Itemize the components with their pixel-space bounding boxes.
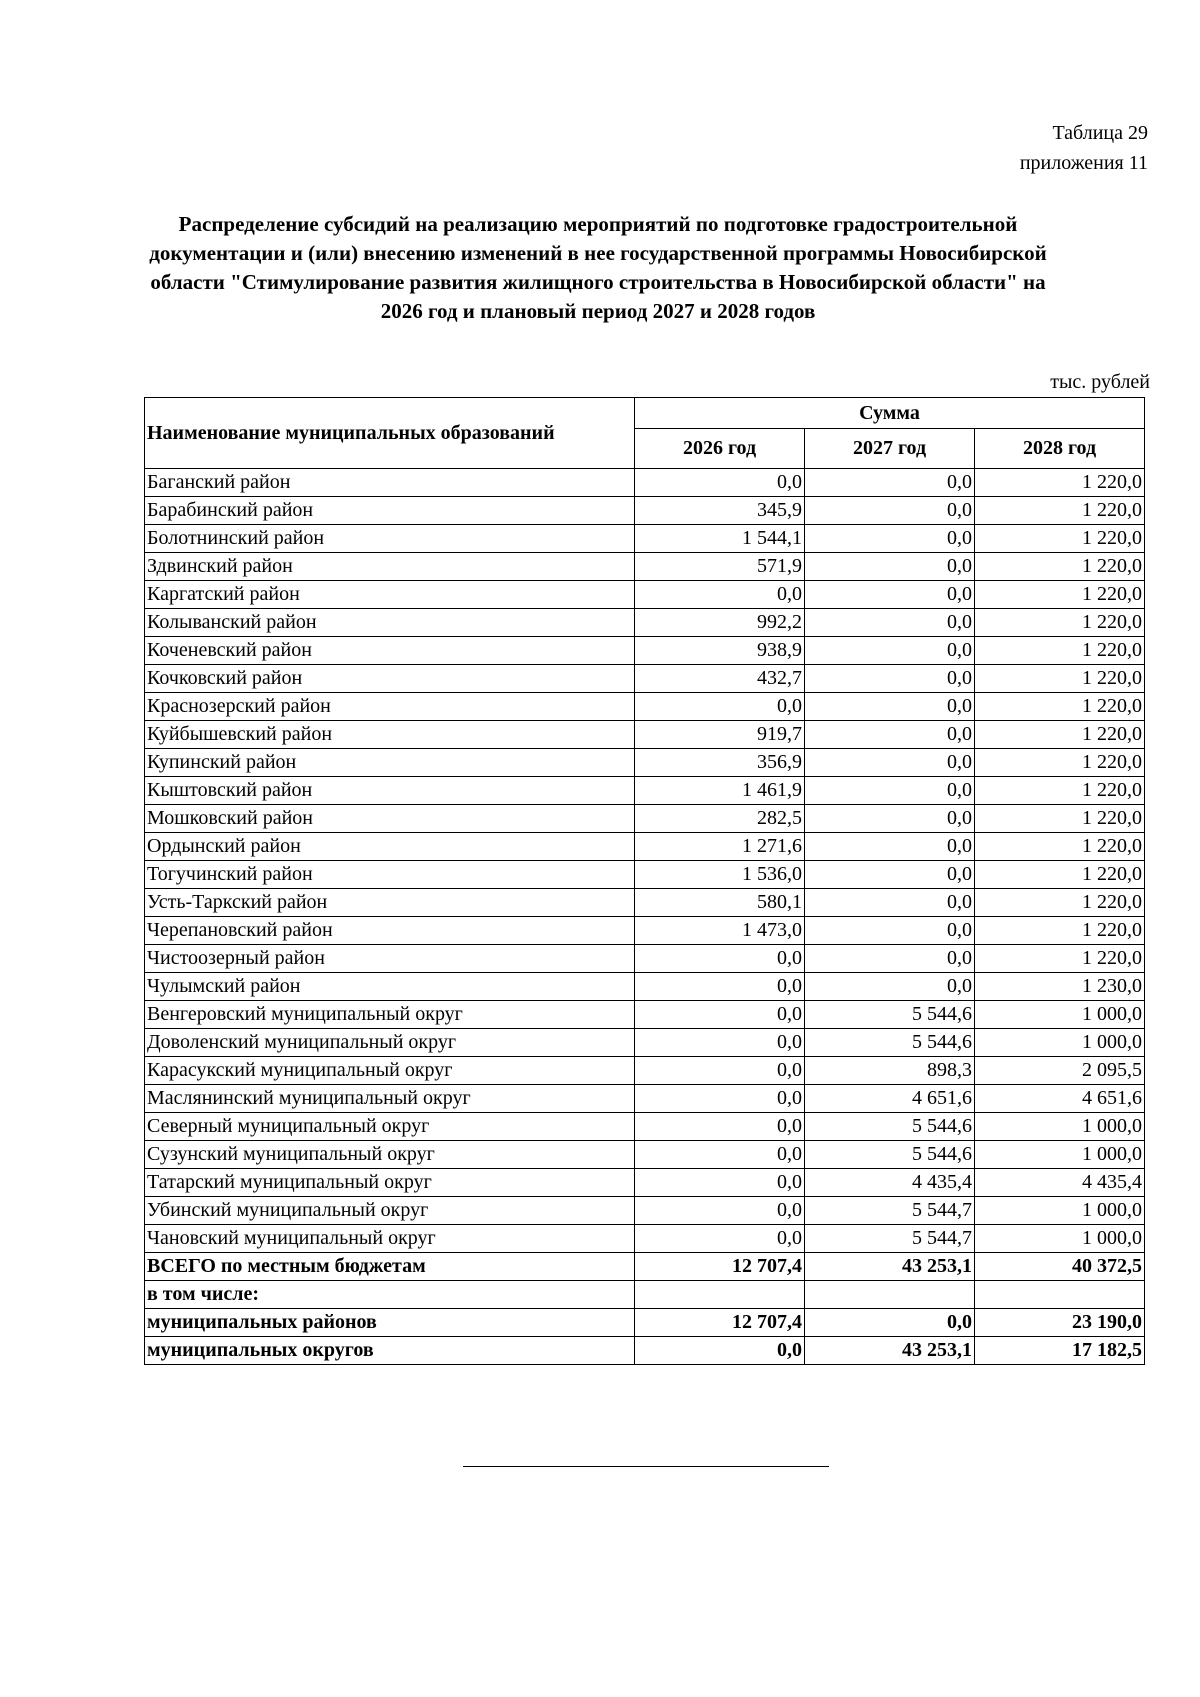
table-row: [145, 833, 1145, 861]
value-2026: 0,0: [635, 1141, 805, 1169]
value-2026: 1 544,1: [635, 525, 805, 553]
municipality-name: Краснозерский район: [145, 693, 635, 721]
document-title: Распределение субсидий на реализацию мероприятий по подготовке градостроительной документации и (или) внесению изменений в нее государственной программы Новосибирской области "Стимулирование развития жилищного строительства в Новосибирской области" на 2026 год и плановый период 2027 и 2028 годов: [149, 212, 1047, 323]
value-2028: 1 000,0: [975, 1197, 1145, 1225]
value-2026: 0,0: [635, 1057, 805, 1085]
value-2026: 0,0: [635, 973, 805, 1001]
value-2028: 1 220,0: [975, 805, 1145, 833]
table-row: [145, 1085, 1145, 1113]
value-2027: 0,0: [805, 973, 975, 1001]
value-2027: 0,0: [805, 889, 975, 917]
table-row: [145, 1029, 1145, 1057]
value-2027: 0,0: [805, 665, 975, 693]
units-label: тыс. рублей: [1050, 371, 1150, 393]
municipality-name: муниципальных округов: [145, 1337, 635, 1365]
table-row: [145, 1197, 1145, 1225]
value-2028: 1 000,0: [975, 1001, 1145, 1029]
municipality-name: Кочковский район: [145, 665, 635, 693]
table-row: [145, 1057, 1145, 1085]
value-2028: 1 220,0: [975, 553, 1145, 581]
value-2028: 1 220,0: [975, 861, 1145, 889]
table-row: [145, 749, 1145, 777]
table-row: [145, 497, 1145, 525]
municipality-name: Маслянинский муниципальный округ: [145, 1085, 635, 1113]
value-2028: 1 220,0: [975, 525, 1145, 553]
municipality-name: Усть-Таркский район: [145, 889, 635, 917]
header-year-2026: 2026 год: [635, 429, 805, 469]
subsidy-table: [144, 397, 1145, 1365]
value-2028: 1 000,0: [975, 1029, 1145, 1057]
table-row: [145, 693, 1145, 721]
table-row: [145, 665, 1145, 693]
table-row: [145, 777, 1145, 805]
table-row: [145, 637, 1145, 665]
value-2028: 1 230,0: [975, 973, 1145, 1001]
value-2027: 43 253,1: [805, 1337, 975, 1365]
value-2028: 1 220,0: [975, 721, 1145, 749]
value-2028: 1 220,0: [975, 917, 1145, 945]
table-row: [145, 945, 1145, 973]
municipality-name: Черепановский район: [145, 917, 635, 945]
municipality-name: Здвинский район: [145, 553, 635, 581]
value-2027: 0,0: [805, 637, 975, 665]
value-2027: 0,0: [805, 469, 975, 497]
value-2028: 4 651,6: [975, 1085, 1145, 1113]
value-2026: 432,7: [635, 665, 805, 693]
table-row: [145, 1001, 1145, 1029]
table-row: [145, 805, 1145, 833]
value-2026: 12 707,4: [635, 1253, 805, 1281]
table-row: [145, 973, 1145, 1001]
value-2028: 1 220,0: [975, 777, 1145, 805]
value-2026: 282,5: [635, 805, 805, 833]
table-row: [145, 1113, 1145, 1141]
value-2026: 0,0: [635, 1113, 805, 1141]
municipality-name: Карасукский муниципальный округ: [145, 1057, 635, 1085]
table-row: [145, 581, 1145, 609]
municipality-name: Колыванский район: [145, 609, 635, 637]
value-2028: 1 000,0: [975, 1113, 1145, 1141]
value-2028: 1 220,0: [975, 889, 1145, 917]
value-2026: 0,0: [635, 1225, 805, 1253]
value-2026: 1 271,6: [635, 833, 805, 861]
table-row: [145, 1169, 1145, 1197]
municipality-name: Чистоозерный район: [145, 945, 635, 973]
value-2027: 0,0: [805, 1309, 975, 1337]
municipality-name: Убинский муниципальный округ: [145, 1197, 635, 1225]
value-2027: 0,0: [805, 497, 975, 525]
value-2027: 0,0: [805, 525, 975, 553]
table-row: [145, 1141, 1145, 1169]
value-2027: 0,0: [805, 721, 975, 749]
municipality-name: Доволенский муниципальный округ: [145, 1029, 635, 1057]
value-2027: 0,0: [805, 917, 975, 945]
value-2026: 0,0: [635, 693, 805, 721]
value-2028: 17 182,5: [975, 1337, 1145, 1365]
value-2028: [975, 1281, 1145, 1309]
value-2028: 4 435,4: [975, 1169, 1145, 1197]
value-2026: 0,0: [635, 469, 805, 497]
value-2026: 12 707,4: [635, 1309, 805, 1337]
value-2027: [805, 1281, 975, 1309]
table-row: [145, 609, 1145, 637]
value-2027: 0,0: [805, 749, 975, 777]
table-row: [145, 861, 1145, 889]
value-2027: 5 544,6: [805, 1113, 975, 1141]
table-row: [145, 1225, 1145, 1253]
value-2028: 1 220,0: [975, 749, 1145, 777]
value-2028: 1 220,0: [975, 581, 1145, 609]
value-2027: 0,0: [805, 693, 975, 721]
value-2027: 0,0: [805, 945, 975, 973]
value-2027: 4 435,4: [805, 1169, 975, 1197]
table-row: [145, 1253, 1145, 1281]
value-2026: 992,2: [635, 609, 805, 637]
value-2027: 5 544,7: [805, 1225, 975, 1253]
table-row: [145, 553, 1145, 581]
value-2028: 1 220,0: [975, 497, 1145, 525]
value-2026: 0,0: [635, 1169, 805, 1197]
value-2027: 5 544,6: [805, 1141, 975, 1169]
value-2027: 43 253,1: [805, 1253, 975, 1281]
municipality-name: Куйбышевский район: [145, 721, 635, 749]
municipality-name: муниципальных районов: [145, 1309, 635, 1337]
table-row: [145, 889, 1145, 917]
value-2028: 40 372,5: [975, 1253, 1145, 1281]
value-2028: 2 095,5: [975, 1057, 1145, 1085]
table-row: [145, 1309, 1145, 1337]
value-2026: 1 536,0: [635, 861, 805, 889]
appendix-number: приложения 11: [1019, 152, 1148, 174]
value-2028: 1 220,0: [975, 833, 1145, 861]
value-2027: 5 544,6: [805, 1029, 975, 1057]
value-2027: 0,0: [805, 861, 975, 889]
value-2028: 1 000,0: [975, 1141, 1145, 1169]
header-municipality: Наименование муниципальных образований: [145, 398, 635, 469]
table-row: [145, 1281, 1145, 1309]
value-2026: 1 461,9: [635, 777, 805, 805]
value-2026: 1 473,0: [635, 917, 805, 945]
municipality-name: Тогучинский район: [145, 861, 635, 889]
table-row: [145, 469, 1145, 497]
table-row: [145, 1337, 1145, 1365]
municipality-name: Коченевский район: [145, 637, 635, 665]
value-2027: 0,0: [805, 609, 975, 637]
value-2026: 356,9: [635, 749, 805, 777]
value-2028: 1 220,0: [975, 665, 1145, 693]
value-2027: 0,0: [805, 581, 975, 609]
municipality-name: Венгеровский муниципальный округ: [145, 1001, 635, 1029]
value-2028: 1 220,0: [975, 469, 1145, 497]
value-2028: 23 190,0: [975, 1309, 1145, 1337]
value-2027: 5 544,6: [805, 1001, 975, 1029]
table-body: [145, 469, 1145, 1365]
table-row: [145, 721, 1145, 749]
value-2026: [635, 1281, 805, 1309]
value-2027: 0,0: [805, 777, 975, 805]
municipality-name: в том числе:: [145, 1281, 635, 1309]
value-2026: 0,0: [635, 1337, 805, 1365]
municipality-name: Болотнинский район: [145, 525, 635, 553]
value-2026: 938,9: [635, 637, 805, 665]
municipality-name: Барабинский район: [145, 497, 635, 525]
value-2027: 0,0: [805, 553, 975, 581]
value-2026: 0,0: [635, 581, 805, 609]
value-2026: 0,0: [635, 945, 805, 973]
value-2026: 345,9: [635, 497, 805, 525]
header-year-2027: 2027 год: [805, 429, 975, 469]
municipality-name: Сузунский муниципальный округ: [145, 1141, 635, 1169]
municipality-name: Баганский район: [145, 469, 635, 497]
value-2026: 571,9: [635, 553, 805, 581]
municipality-name: Татарский муниципальный округ: [145, 1169, 635, 1197]
municipality-name: Каргатский район: [145, 581, 635, 609]
value-2028: 1 000,0: [975, 1225, 1145, 1253]
value-2026: 0,0: [635, 1001, 805, 1029]
value-2026: 919,7: [635, 721, 805, 749]
value-2026: 0,0: [635, 1085, 805, 1113]
value-2026: 0,0: [635, 1029, 805, 1057]
table-row: [145, 525, 1145, 553]
municipality-name: Чулымский район: [145, 973, 635, 1001]
table-number: Таблица 29: [1052, 122, 1148, 144]
header-year-2028: 2028 год: [975, 429, 1145, 469]
municipality-name: Кыштовский район: [145, 777, 635, 805]
value-2027: 0,0: [805, 833, 975, 861]
value-2028: 1 220,0: [975, 945, 1145, 973]
table-reference: [1020, 118, 1148, 178]
value-2028: 1 220,0: [975, 637, 1145, 665]
table-row: [145, 917, 1145, 945]
header-sum: Сумма: [635, 398, 1145, 429]
value-2027: 5 544,7: [805, 1197, 975, 1225]
value-2027: 0,0: [805, 805, 975, 833]
value-2026: 0,0: [635, 1197, 805, 1225]
value-2027: 4 651,6: [805, 1085, 975, 1113]
municipality-name: Ордынский район: [145, 833, 635, 861]
value-2027: 898,3: [805, 1057, 975, 1085]
municipality-name: Мошковский район: [145, 805, 635, 833]
value-2028: 1 220,0: [975, 693, 1145, 721]
footer-divider: [463, 1466, 829, 1467]
municipality-name: Чановский муниципальный округ: [145, 1225, 635, 1253]
value-2026: 580,1: [635, 889, 805, 917]
municipality-name: ВСЕГО по местным бюджетам: [145, 1253, 635, 1281]
value-2028: 1 220,0: [975, 609, 1145, 637]
municipality-name: Северный муниципальный округ: [145, 1113, 635, 1141]
municipality-name: Купинский район: [145, 749, 635, 777]
